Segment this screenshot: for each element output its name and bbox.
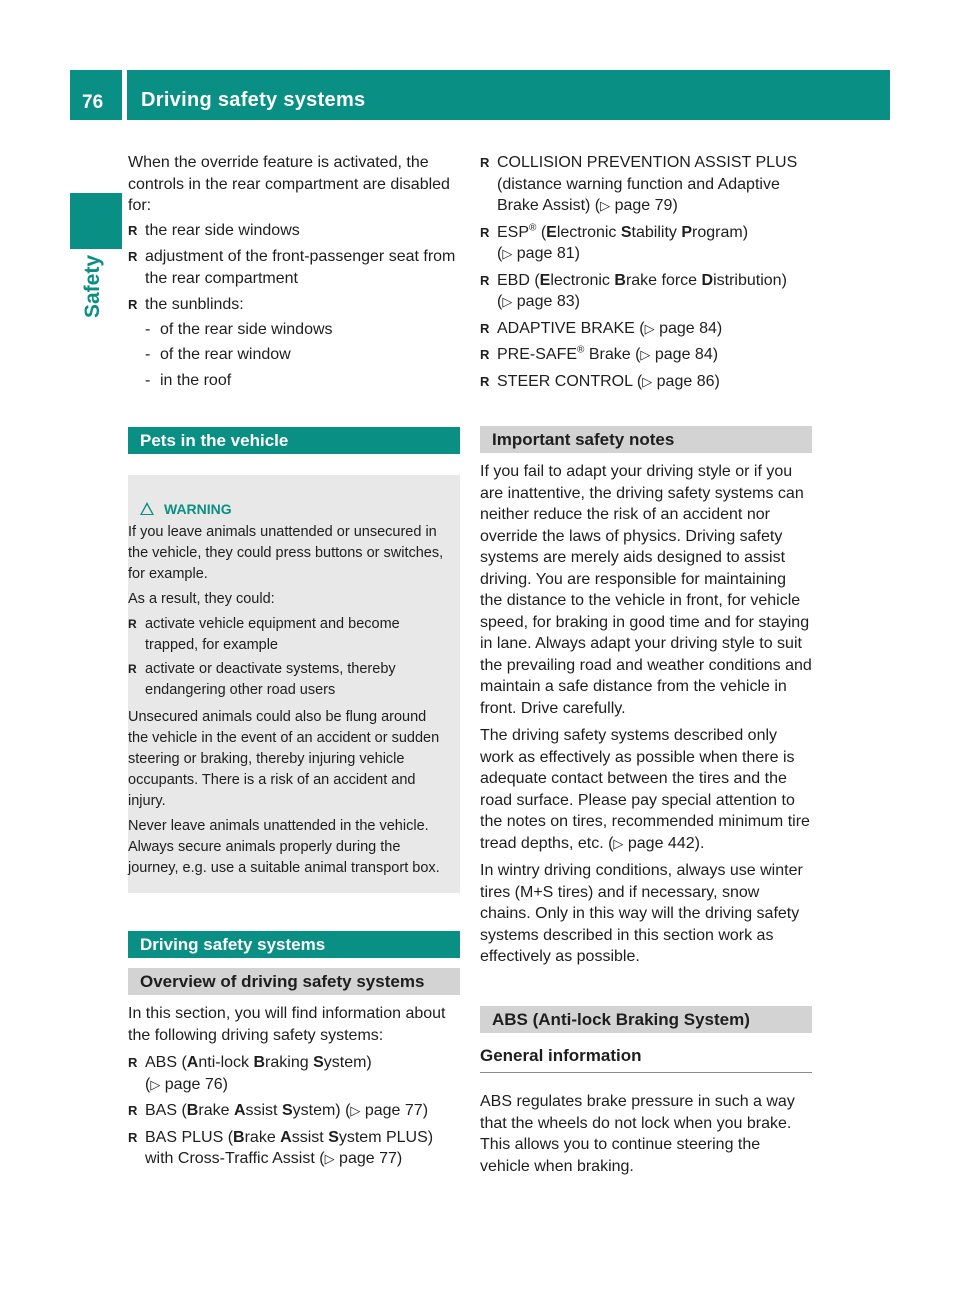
systems-list-right: [480, 152, 812, 392]
list-item: - of the rear side windows: [145, 319, 460, 341]
warning-paragraph: As a result, they could:: [128, 591, 275, 607]
warning-paragraph: Unsecured animals could also be flung around the vehicle in the event of an accident or sudden steering or braking, thereby injuring vehicle occupants. There is a risk of an accident and injury.: [128, 709, 440, 809]
warning-list: [128, 614, 450, 701]
page-title: Driving safety systems: [141, 89, 366, 111]
list-item: R STEER CONTROL (▷ page 86): [480, 371, 812, 393]
list-item: R ESP® (Electronic Stability Program) (▷ page 81): [480, 222, 812, 265]
page-ref-arrow-icon: ▷: [324, 1151, 335, 1166]
list-item: R the sunblinds: - of the rear side windows - of the rear window - in the roof: [128, 294, 460, 391]
page-reference: page 442: [627, 834, 695, 852]
body-paragraph: The driving safety systems described only work as effectively as possible when there is adequate contact between the tires and the road surface. Please pay special attention to the notes on tires, recommended minimum tire tread depths, etc. (▷ page 442).: [480, 727, 810, 852]
overview-intro: In this section, you will find information about the following driving safety systems:: [128, 1005, 446, 1044]
page-reference: page 83: [516, 293, 575, 310]
page-reference: page 81: [516, 245, 575, 262]
page-ref-arrow-icon: ▷: [613, 835, 624, 851]
page-ref-arrow-icon: ▷: [350, 1103, 361, 1118]
body-paragraph: In wintry driving conditions, always use winter tires (M+S tires) and if necessary, snow chains. Only in this way will the driving safety systems described in this section work as effectively as possible.: [480, 862, 803, 965]
section-heading-driving-safety: Driving safety systems: [128, 931, 460, 958]
subsection-heading-overview: Overview of driving safety systems: [128, 968, 460, 995]
page-reference: page 77: [339, 1150, 397, 1167]
list-item: R adjustment of the front-passenger seat from the rear compartment: [128, 246, 460, 289]
list-item: R EBD (Electronic Brake force Distribution) (▷ page 83): [480, 270, 812, 313]
body-paragraph: If you fail to adapt your driving style or if you are inattentive, the driving safety systems can neither reduce the risk of an accident nor override the laws of physics. Driving safety systems are merely aids designed to assist driving. You are responsible for maintaining the distance to the vehicle in front, for vehicle speed, for braking in good time and for staying in lane. Always adapt your driving style to suit the prevailing road and weather conditions and maintain a safe distance from the vehicle in front. Drive carefully.: [480, 463, 812, 717]
right-column: [480, 152, 812, 1183]
page-ref-arrow-icon: ▷: [150, 1076, 161, 1092]
page-reference: page 84: [654, 346, 713, 363]
list-item: R PRE-SAFE® Brake (▷ page 84): [480, 344, 812, 366]
side-section-label: Safety: [81, 254, 104, 318]
warning-paragraph: If you leave animals unattended or unsecured in the vehicle, they could press buttons or switches, for example.: [128, 524, 444, 582]
override-list: [128, 220, 460, 392]
warning-box: [128, 475, 460, 893]
page-ref-arrow-icon: ▷: [600, 198, 611, 213]
warning-triangle-icon: [140, 502, 154, 515]
page-ref-arrow-icon: ▷: [502, 294, 513, 309]
subsection-heading-important: Important safety notes: [480, 426, 812, 453]
general-info-heading: General information: [480, 1045, 812, 1074]
list-item: R ABS (Anti-lock Braking System) (▷ page 76): [128, 1052, 460, 1095]
section-heading-pets: Pets in the vehicle: [128, 427, 460, 454]
list-item: - of the rear window: [145, 344, 460, 366]
list-item: R ADAPTIVE BRAKE (▷ page 84): [480, 318, 812, 340]
sunblind-list: [145, 319, 460, 392]
body-paragraph: ABS regulates brake pressure in such a way that the wheels do not lock when you brake. This allows you to continue steering the vehicle when braking.: [480, 1093, 795, 1175]
warning-body: [128, 522, 450, 879]
warning-header: WARNING: [128, 499, 450, 520]
page-ref-arrow-icon: ▷: [640, 347, 651, 362]
list-item: R BAS PLUS (Brake Assist System PLUS) with Cross-Traffic Assist (▷ page 77): [128, 1127, 460, 1170]
side-tab-marker: [70, 193, 122, 249]
page-ref-arrow-icon: ▷: [644, 320, 655, 336]
override-intro: When the override feature is activated, the controls in the rear compartment are disabled for:: [128, 154, 450, 214]
page-reference: page 77: [364, 1102, 423, 1119]
list-item: R BAS (Brake Assist System) (▷ page 77): [128, 1100, 460, 1122]
page-reference: page 84: [659, 319, 717, 337]
systems-list-left: [128, 1052, 460, 1170]
list-item: R activate vehicle equipment and become trapped, for example: [128, 614, 450, 656]
warning-paragraph: Never leave animals unattended in the vehicle. Always secure animals properly during the journey, e.g. use a suitable animal transport box.: [128, 818, 440, 876]
list-item: R activate or deactivate systems, thereby endangering other road users: [128, 659, 450, 701]
page-reference: page 86: [656, 372, 715, 390]
page-reference: page 79: [614, 197, 673, 214]
page-number: 76: [82, 92, 104, 113]
page-ref-arrow-icon: ▷: [502, 246, 513, 261]
page-reference: page 76: [164, 1075, 223, 1093]
list-item: R COLLISION PREVENTION ASSIST PLUS (distance warning function and Adaptive Brake Assist) (▷ page 79): [480, 152, 812, 217]
subsection-heading-abs: ABS (Anti-lock Braking System): [480, 1006, 812, 1033]
list-item: - in the roof: [145, 370, 460, 392]
list-item: R the rear side windows: [128, 220, 460, 242]
left-column: [128, 152, 460, 1176]
page-ref-arrow-icon: ▷: [642, 373, 653, 389]
